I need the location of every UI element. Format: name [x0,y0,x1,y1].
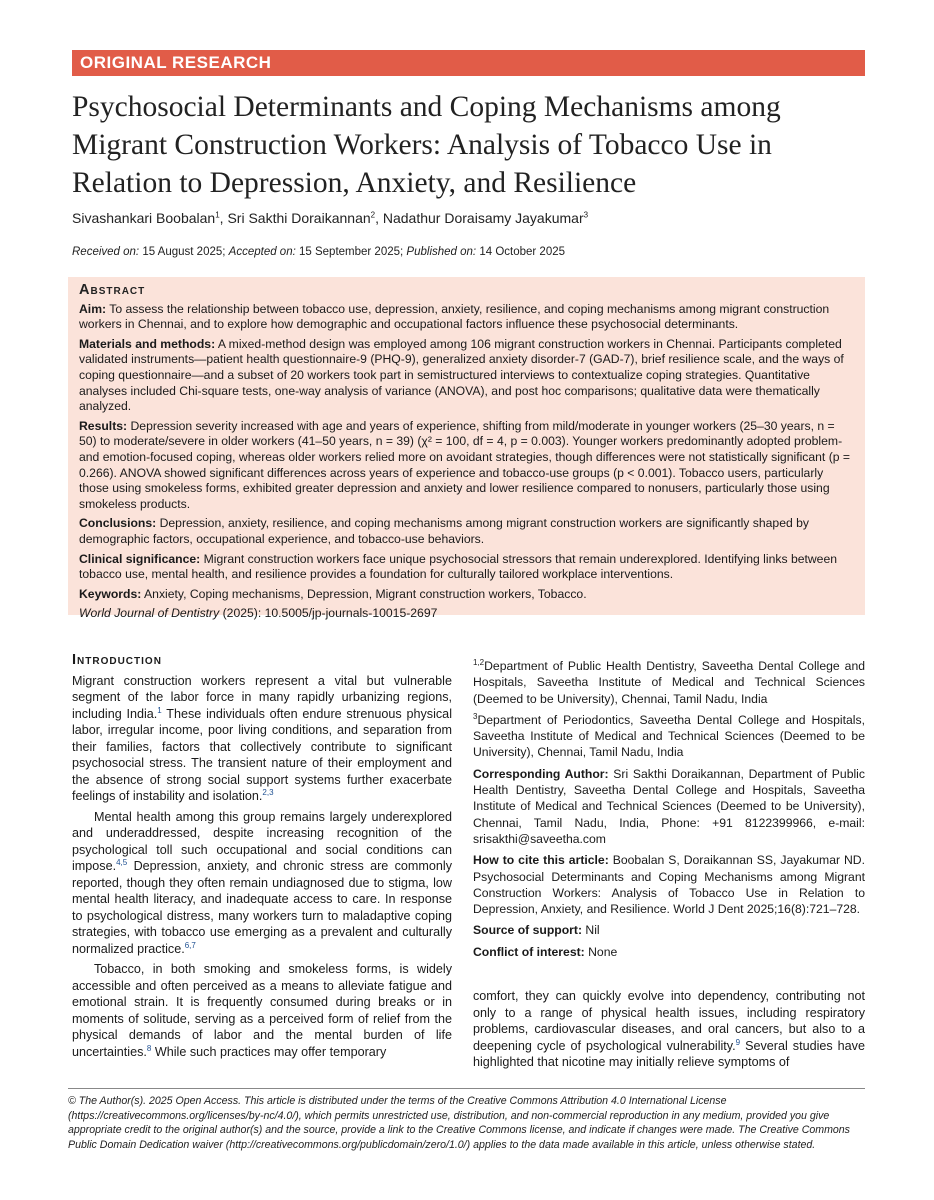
results-text: Depression severity increased with age and years of experience, shifting from mild/moderate in younger workers (25–30 years, n = 50) to moderate/severe in older workers (41–50 years, n = 39) (χ² = 100, df = 4, p = 0.003). Younger workers predominantly adopted problem- and emotion-focused coping, whereas older workers relied more on avoidant strategies, though differences were not statistically significant (p = 0.266). ANOVA showed significant differences across years of experience and tobacco-use groups (p < 0.001). Tobacco users, particularly those using smokeless forms, exhibited greater depression and anxiety and lower resilience compared to nonusers, particularly those using smokeless products. [79,418,851,511]
intro-paragraph-3 [72,961,452,1060]
conflict-text: None [588,944,618,959]
intro-p2b-text: Depression, anxiety, and chronic stress are commonly reported, though they often remain undiagnosed due to stigma, low mental health literacy, and inadequate access to care. In response to psychological distress, many workers turn to maladaptive coping strategies, with tobacco use emerging as a prevalent and culturally normalized practice. [72,859,452,956]
aim-text: To assess the relationship between tobacco use, depression, anxiety, resilience, and coping mechanisms among migrant construction workers in Chennai, and to explore how demographic and occupational factors influence these psychosocial determinants. [79,301,830,332]
affiliation-1-text: Department of Public Health Dentistry, Saveetha Dental College and Hospitals, Saveetha Institute of Medical and Technical Sciences (Deemed to be University), Chennai, Tamil Nadu, India [473,659,865,706]
affiliations-column [473,658,865,965]
author-affiliation-sup: 1 [215,210,220,220]
citation-ref[interactable]: 2,3 [262,787,274,797]
abstract-box [68,277,865,621]
keywords-text: Anxiety, Coping mechanisms, Depression, Migrant construction workers, Tobacco. [144,586,587,601]
author-name: Nadathur Doraisamy Jayakumar [382,210,584,226]
aim-label: Aim: [79,301,107,316]
support-text: Nil [585,923,600,938]
intro-p1b-text: These individuals often endure strenuous physical labor, irregular income, poor living conditions, and separation from their families, factors that collectively contribute to significant psychosocial stress. The transient nature of their employment and the absence of strong social support systems further exacerbate feelings of instability and isolation. [72,706,452,803]
methods-text: A mixed-method design was employed among 106 migrant construction workers in Chennai. Participants completed validated instruments—patient health questionnaire-9 (PHQ-9), generalized anxiety disorder-7 (GAD-7), brief resilience scale, and the ways of coping questionnaire—and a subset of 20 workers took part in semistructured interviews to contextualize coping strategies. Quantitative analyses included Chi-square tests, one-way analysis of variance (ANOVA), and post hoc comparisons; qualitative data were thematically analyzed. [79,336,844,414]
source-of-support [473,922,865,938]
publication-dates: Received on: 15 August 2025; Accepted on: 15 September 2025; Published on: 14 October 2025 [72,246,565,258]
corr-text: Sri Sakthi Doraikannan, Department of Public Health Dentistry, Saveetha Dental College and Hospitals, Saveetha Institute of Medical and Technical Sciences (Deemed to be University), Chennai, Tamil Nadu, India, Phone: +91 8122399966, e-mail: srisakthi@saveetha.com [473,766,865,846]
support-label: Source of support: [473,923,583,938]
affiliation-sup: 3 [473,711,478,721]
introduction-heading: Introduction [72,652,162,668]
journal-citation-line [79,606,854,622]
license-footer: © The Author(s). 2025 Open Access. This article is distributed under the terms of the Creative Commons Attribution 4.0 International License (https://creativecommons.org/licenses/by-nc/4.0/), which permits unrestricted use, distribution, and non-commercial reproduction in any medium, provided you give appropriate credit to the original author(s) and the source, provide a link to the Creative Commons license, and indicate if changes were made. The Creative Commons Public Domain Dedication waiver (http://creativecommons.org/publicdomain/zero/1.0/) applies to the data made available in this article, unless otherwise stated. [68,1095,850,1151]
accepted-date: 15 September 2025 [299,246,401,258]
author-name: Sri Sakthi Doraikannan [227,210,371,226]
author-affiliation-sup: 2 [370,210,376,220]
clinical-text: Migrant construction workers face unique psychosocial stressors that remain underexplored. Identifying links between tobacco use, mental health, and resilience provides a foundation for culturally tailored workplace interventions. [79,551,838,582]
intro-p4b-text: Several studies have highlighted that nicotine may initially relieve symptoms of [473,1038,865,1069]
footer-divider [68,1088,865,1089]
intro-paragraph-4 [473,988,865,1071]
methods-label: Materials and methods: [79,336,216,351]
introduction-column [72,652,452,1064]
affiliation-2 [473,712,865,761]
intro-p3b-text: While such practices may offer temporary [151,1044,387,1059]
affiliation-2-text: Department of Periodontics, Saveetha Dental College and Hospitals, Saveetha Institute of Medical and Technical Sciences (Deemed to be University), Chennai, Tamil Nadu, India [473,712,865,760]
intro-paragraph-1 [72,673,452,805]
corr-label: Corresponding Author: [473,766,609,781]
published-date: 14 October 2025 [479,246,565,258]
abstract-keywords [79,587,854,603]
how-to-cite [473,852,865,917]
accepted-label: Accepted on: [228,246,296,258]
abstract-conclusions [79,516,854,547]
citation-ref[interactable]: 6,7 [184,940,196,950]
author-name: Sivashankari Boobalan [72,210,216,226]
affiliation-sup: 1,2 [473,657,485,667]
clinical-label: Clinical significance: [79,551,201,566]
intro-p1-text: Migrant construction workers represent a vital but vulnerable segment of the labor force in many rapidly urbanizing regions, including India. [72,673,452,721]
article-title: Psychosocial Determinants and Coping Mechanisms among Migrant Construction Workers: Analysis of Tobacco Use in Relation to Depression, Anxiety, and Resilience [72,91,781,199]
cite-text: Boobalan S, Doraikannan SS, Jayakumar ND. Psychosocial Determinants and Coping Mechanisms among Migrant Construction Workers: Analysis of Tobacco Use in Relation to Depression, Anxiety, and Resilience. World J Dent 2025;16(8):721–728. [473,853,865,917]
received-date: 15 August 2025 [142,246,223,258]
abstract-methods [79,337,854,415]
author-affiliation-sup: 3 [583,210,589,220]
citation-ref[interactable]: 9 [735,1037,741,1047]
intro-p4-text: comfort, they can quickly evolve into dependency, contributing not only to a range of physical health issues, including respiratory problems, cardiovascular diseases, and oral cancers, but also to a deepening cycle of psychological vulnerability. [473,989,865,1053]
article-type-banner: ORIGINAL RESEARCH [72,50,865,76]
citation-ref[interactable]: 8 [146,1043,152,1053]
abstract-heading: Abstract [79,282,146,298]
affiliation-1 [473,658,865,707]
published-label: Published on: [406,246,477,258]
intro-p3-text: Tobacco, in both smoking and smokeless forms, is widely accessible and often perceived as a means to alleviate fatigue and emotional strain. It is frequently consumed during breaks or in moments of solitude, serving as a perceived form of relief from the physical demands of labor and the mental burden of life uncertainties. [72,962,452,1059]
journal-name: World Journal of Dentistry [79,606,220,621]
keywords-label: Keywords: [79,586,142,601]
abstract-results [79,419,854,513]
received-label: Received on: [72,246,140,258]
journal-doi: (2025): 10.5005/jp-journals-10015-2697 [219,606,438,621]
abstract-clinical-significance [79,552,854,583]
conclusions-text: Depression, anxiety, resilience, and coping mechanisms among migrant construction workers are significantly shaped by demographic factors, occupational experience, and tobacco-use behaviors. [79,516,810,546]
intro-p2-text: Mental health among this group remains largely underexplored and underaddressed, despite increasing recognition of the psychological toll such occupational and social conditions can impose. [72,809,452,873]
conflict-label: Conflict of interest: [473,944,585,959]
intro-paragraph-2 [72,809,452,958]
results-label: Results: [79,418,128,433]
citation-ref[interactable]: 1 [157,705,162,715]
abstract-aim [79,302,854,333]
cite-label: How to cite this article: [473,853,609,868]
introduction-continued [473,988,865,1071]
conclusions-label: Conclusions: [79,516,157,531]
corresponding-author [473,766,865,847]
author-list: Sivashankari Boobalan$^1$, Sri Sakthi Doraikannan$^2$, Nadathur Doraisamy Jayakumar$^3$ [72,210,589,226]
citation-ref[interactable]: 4,5 [116,857,128,867]
conflict-of-interest [473,944,865,960]
